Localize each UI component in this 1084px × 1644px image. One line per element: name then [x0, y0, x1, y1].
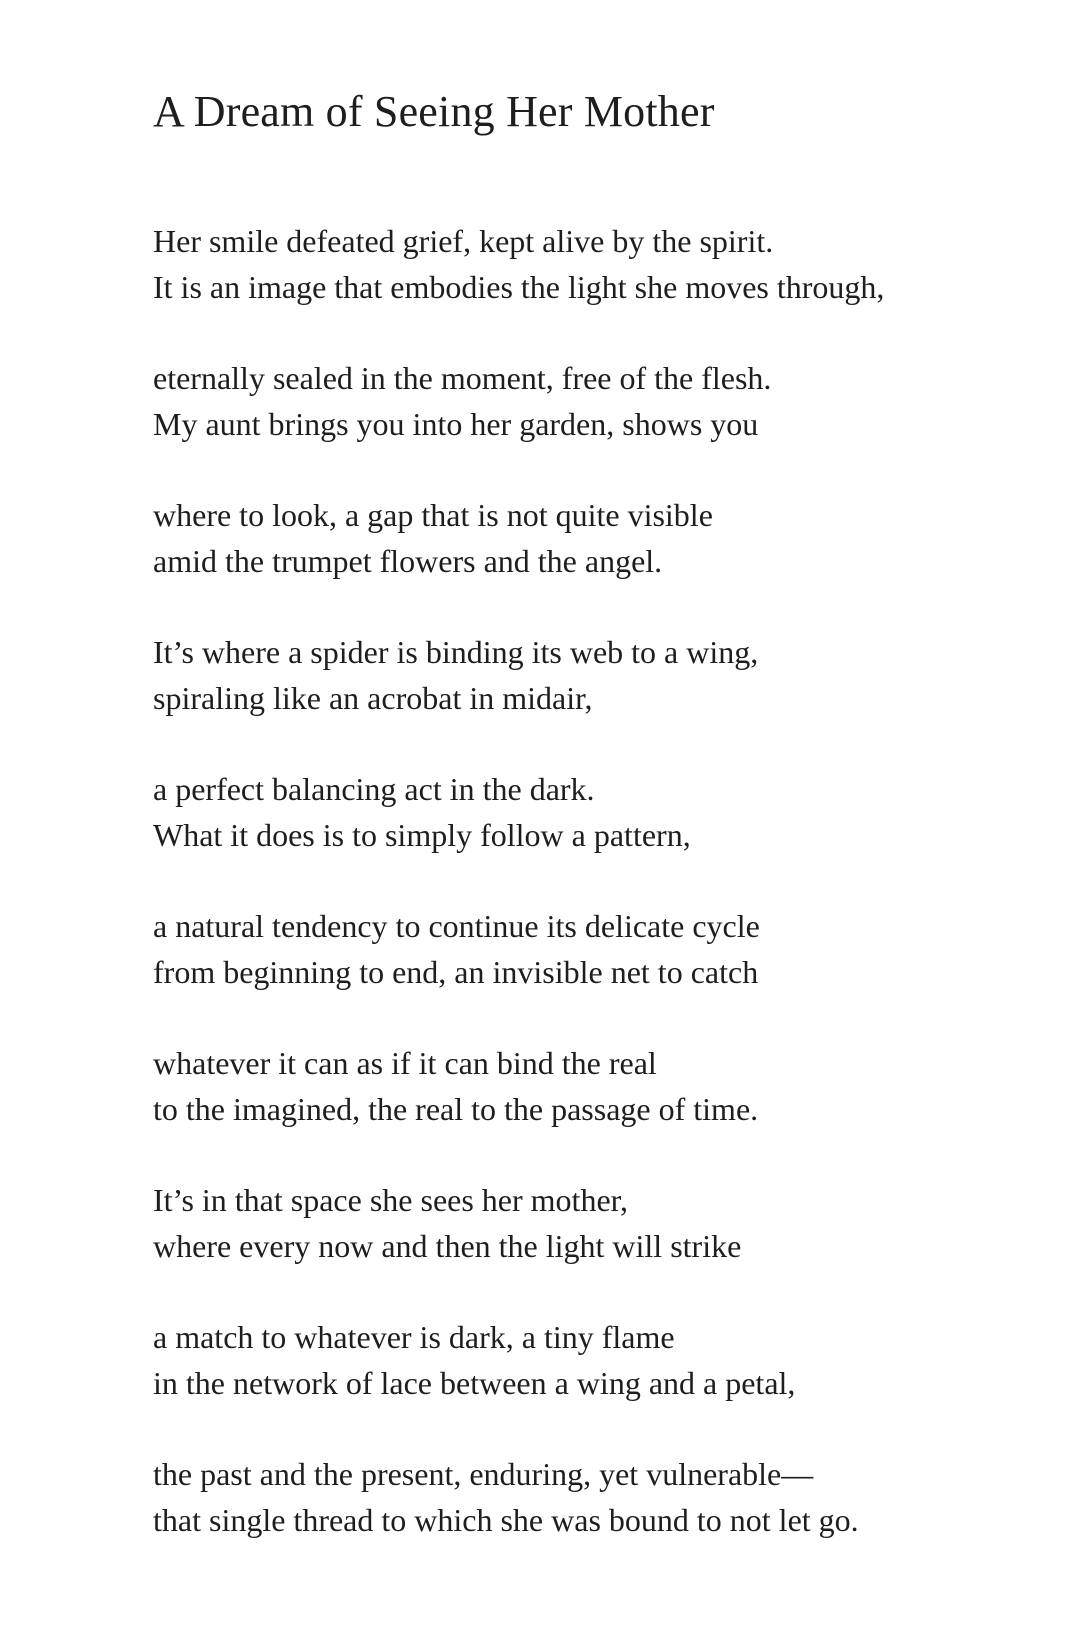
- poem-line: that single thread to which she was bound to not let go.: [153, 1502, 859, 1538]
- poem-line: What it does is to simply follow a pattern,: [153, 817, 691, 853]
- stanza: [153, 1177, 1053, 1269]
- poem-line: from beginning to end, an invisible net to catch: [153, 954, 759, 990]
- stanza: [153, 1040, 1053, 1132]
- poem-line: where to look, a gap that is not quite visible: [153, 497, 713, 533]
- poem-line: whatever it can as if it can bind the real: [153, 1045, 657, 1081]
- stanza: [153, 629, 1053, 721]
- poem-line: Her smile defeated grief, kept alive by the spirit.: [153, 223, 774, 259]
- poem-line: a perfect balancing act in the dark.: [153, 771, 595, 807]
- poem-line: a natural tendency to continue its delicate cycle: [153, 908, 760, 944]
- poem-line: to the imagined, the real to the passage of time.: [153, 1091, 759, 1127]
- poem-line: a match to whatever is dark, a tiny flame: [153, 1319, 675, 1355]
- poem-line: in the network of lace between a wing and a petal,: [153, 1365, 796, 1401]
- poem-line: My aunt brings you into her garden, shows you: [153, 406, 759, 442]
- stanza: [153, 355, 1053, 447]
- poem-line: where every now and then the light will strike: [153, 1228, 742, 1264]
- poem-line: It’s where a spider is binding its web to a wing,: [153, 634, 759, 670]
- poem-line: It is an image that embodies the light she moves through,: [153, 269, 885, 305]
- stanza: [153, 903, 1053, 995]
- poem-page: [153, 80, 1053, 1588]
- poem-title: A Dream of Seeing Her Mother: [153, 87, 715, 136]
- poem-line: amid the trumpet flowers and the angel.: [153, 543, 663, 579]
- stanza: [153, 218, 1053, 310]
- poem-line: the past and the present, enduring, yet vulnerable—: [153, 1456, 814, 1492]
- poem-line: eternally sealed in the moment, free of the flesh.: [153, 360, 772, 396]
- stanza: [153, 1314, 1053, 1406]
- stanza: [153, 492, 1053, 584]
- poem-line: It’s in that space she sees her mother,: [153, 1182, 629, 1218]
- stanza: [153, 1451, 1053, 1543]
- stanza: [153, 766, 1053, 858]
- poem-line: spiraling like an acrobat in midair,: [153, 680, 593, 716]
- poem-body: [153, 218, 1053, 1543]
